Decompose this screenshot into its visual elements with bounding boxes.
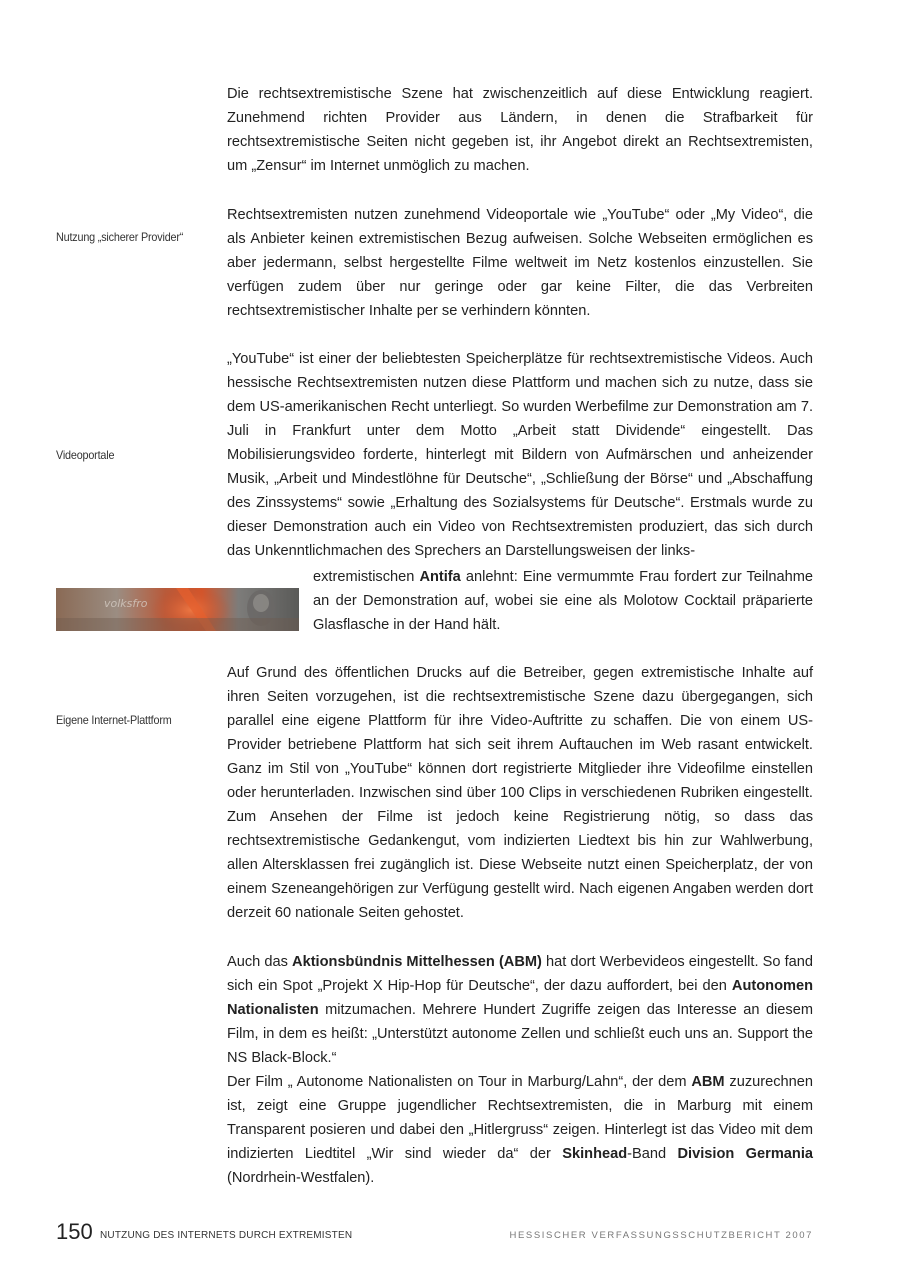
footer-section-title: NUTZUNG DES INTERNETS DURCH EXTREMISTEN (100, 1230, 353, 1241)
video-still-graphic (56, 588, 299, 631)
paragraph-3: „YouTube“ ist einer der beliebtesten Speicherplätze für rechtsextremistische Videos. Auch hessische Rechtsextremisten nutzen diese Plattform und machen sich zu nutze, dass sie dem US-amerikanischen Recht unterliegt. So wurden Werbefilme zur Demonstration am 7. Juli in Frankfurt unter dem Motto „Arbeit statt Dividende“ eingestellt. Das Mobilisierungsvideo forderte, hinterlegt mit Bildern von Aufmärschen und anheizender Musik, „Arbeit und Mindestlöhne für Deutsche“, „Schließung der Börse“ und „Abschaffung des Zinssystems“ sowie „Erhaltung des Sozialsystems für Deutsche“. Erstmals wurde zu dieser Demonstration auch ein Video von Rechtsextremisten produziert, das sich durch das Unkenntlichmachen des Sprechers an Darstellungsweisen der links- (227, 351, 813, 559)
video-still-logo-text: volksfro (104, 597, 148, 610)
term-abm: Aktionsbündnis Mittelhessen (ABM) (292, 954, 542, 970)
margin-note-secure-provider: Nutzung „sicherer Provider“ (56, 230, 184, 244)
footer-report-title: HESSISCHER VERFASSUNGSSCHUTZBERICHT 2007 (509, 1230, 813, 1241)
paragraph-1: Die rechtsextremistische Szene hat zwischenzeitlich auf diese Entwicklung reagiert. Zunehmend richten Provider aus Ländern, in denen die Strafbarkeit für rechtsextremistische Seiten nicht gegeben ist, ihr Angebot direkt an Rechtsextremisten, um „Zensur“ im Internet unmöglich zu machen. (227, 86, 813, 174)
paragraph-3-continuation: extremistischen Antifa anlehnt: Eine vermummte Frau fordert zur Teilnahme an der Demonstration auf, wobei sie eine als Molotow Cocktail präparierte Glasflasche in der Hand hält. (313, 569, 813, 633)
term-division-germania: Division Germania (677, 1146, 814, 1162)
term-abm-short: ABM (691, 1074, 725, 1090)
paragraph-5: Auch das Aktionsbündnis Mittelhessen (ABM) hat dort Werbevideos eingestellt. So fand sich ein Spot „Projekt X Hip-Hop für Deutsche“, der dazu auffordert, bei den Autonomen Nationalisten mitzumachen. Mehrere Hundert Zugriffe zeigen das Interesse an diesem Film, in dem es heißt: „Unterstützt autonome Zellen und schließt euch uns an. Support the NS Black-Block.“ Der Film „ Autonome Nationalisten on Tour in Marburg/Lahn“, der dem ABM zuzurechnen ist, zeigt eine Gruppe jugendlicher Rechtsextremisten, die in Marburg mit einem Transparent posieren und dabei den „Hitlergruss“ zeigen. Hinterlegt ist das Video mit dem indizierten Liedtitel „Wir sind wieder da“ der Skinhead-Band Division Germania (Nordrhein-Westfalen). (227, 950, 813, 1190)
term-skinhead: Skinhead (562, 1146, 628, 1162)
paragraph-6: Der Film „ Autonome Nationalisten on Tour in Marburg/Lahn“, der dem ABM zuzurechnen ist, zeigt eine Gruppe jugendlicher Rechtsextremisten, die in Marburg mit einem Transparent posieren und dabei den „Hitlergruss“ zeigen. Hinterlegt ist das Video mit dem indizierten Liedtitel „Wir sind wieder da“ der Skinhead-Band Division Germania (Nordrhein-Westfalen). (227, 1074, 814, 1186)
margin-note-video-portals: Videoportale (56, 448, 115, 462)
video-still-image (56, 588, 299, 631)
paragraph-4: Auf Grund des öffentlichen Drucks auf die Betreiber, gegen extremistische Inhalte auf ihren Seiten vorzugehen, ist die rechtsextremistische Szene dazu übergegangen, sich parallel eine eigene Plattform für ihre Video-Auftritte zu schaffen. Die von einem US-Provider betriebene Plattform hat sich seit ihrem Auftauchen im Web rasant entwickelt. Ganz im Stil von „YouTube“ können dort registrierte Mitglieder ihre Videofilme einstellen oder herunterladen. Inzwischen sind über 100 Clips in verschiedenen Rubriken eingestellt. Zum Ansehen der Filme ist jedoch keine Registrierung nötig, so dass das rechtsextremistische Gedankengut, vom indizierten Liedtext bis hin zur Wahlwerbung, allen Altersklassen frei zugänglich ist. Diese Webseite nutzt einen Speicherplatz, der von einem Szeneangehörigen zur Verfügung gestellt wird. Nach eigenen Angaben werden dort derzeit 60 nationale Seiten gehostet. (227, 665, 813, 921)
term-antifa: Antifa (419, 569, 461, 585)
margin-note-own-platform: Eigene Internet-Plattform (56, 713, 172, 727)
term-autonome-nationalisten: Autonomen Nationalisten (227, 978, 813, 1018)
paragraph-2: Rechtsextremisten nutzen zunehmend Videoportale wie „YouTube“ oder „My Video“, die als Anbieter keinen extremistischen Bezug aufweisen. Solche Webseiten ermöglichen es aber jedermann, selbst hergestellte Filme weltweit im Netz kostenlos einzustellen. Sie verfügen zudem über nur geringe oder gar keine Filter, die das Verbreiten rechtsextremistischer Inhalte per se verhindern könnten. (227, 207, 813, 319)
page-number: 150 (56, 1219, 93, 1244)
